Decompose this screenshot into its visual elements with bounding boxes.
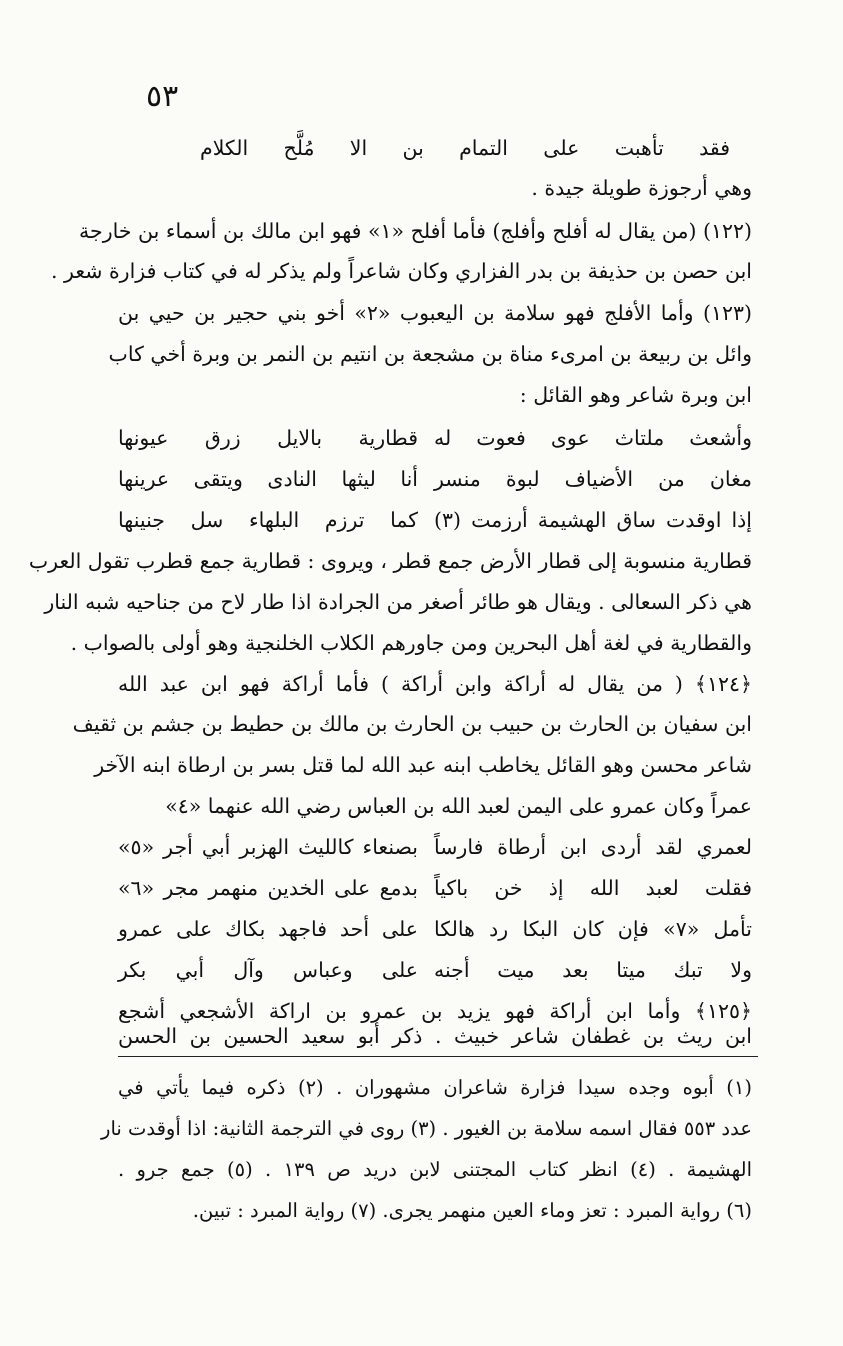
verse-first-hemistich: لعمري لقد أردى ابن أرطاة فارساً [434, 835, 752, 859]
verse-second-hemistich: كما ترزم البلهاء سل جنينها [118, 508, 418, 532]
verse-second-hemistich: بدمع على الخدين منهمر مجر «٦» [118, 876, 418, 900]
footnote-line: عدد ٥٥٣ فقال اسمه سلامة بن الغيور . (٣) روى في الترجمة الثانية: اذا أوقدت نار [101, 1117, 752, 1140]
verse-second-hemistich: أنا ليثها النادى ويتقى عرينها [118, 467, 418, 491]
text-line: ابن سفيان بن الحارث بن حبيب بن الحارث بن مالك بن حطيط بن جشم بن ثقيف [72, 712, 752, 736]
footnote-divider [118, 1056, 758, 1057]
footnote-line: (٦) رواية المبرد : تعز وماء العين منهمر يجرى. (٧) رواية المبرد : تبين. [192, 1199, 752, 1222]
text-line: ابن حصن بن حذيفة بن بدر الفزاري وكان شاعراً ولم يذكر له في كتاب فزارة شعر . [51, 259, 752, 283]
verse-second-hemistich: على أحد فاجهد بكاك على عمرو [118, 917, 418, 941]
text-line: وهي أرجوزة طويلة جيدة . [531, 176, 752, 200]
verse-first-hemistich: فقلت لعبد الله إذ خن باكياً [434, 876, 752, 900]
verse-first-hemistich: مغان من الأضياف لبوة منسر [434, 467, 752, 491]
verse-first-hemistich: ولا تبك ميتا بعد ميت أجنه [434, 958, 752, 982]
verse-first-hemistich: تأمل «٧» فإن كان البكا رد هالكا [434, 917, 752, 941]
text-line: شاعر محسن وهو القائل يخاطب ابنه عبد الله لما قتل بسر بن ارطاة ابنه الآخر [94, 753, 752, 777]
text-line: (١٢٣) وأما الأفلج فهو سلامة بن اليعبوب «٢» أخو بني حجير بن حيي بن [118, 301, 752, 325]
text-line: والقطارية في لغة أهل البحرين ومن جاورهم الكلاب الخلنجية وهو أولى بالصواب . [70, 631, 752, 655]
footnote-line: (١) أبوه وجده سيدا فزارة شاعران مشهوران . (٢) ذكره فيما يأتي في [118, 1076, 753, 1099]
text-line: هي ذكر السعالى . ويقال هو طائر أصغر من الجرادة اذا طار لاح من جناحيه شبه النار [44, 590, 752, 614]
text-line: ابن ريث بن غطفان شاعر خبيث . ذكر أبو سعيد الحسين بن الحسن [118, 1024, 752, 1048]
verse-second-hemistich: قطارية بالايل زرق عيونها [118, 426, 418, 450]
poem-verse [118, 827, 752, 867]
poem-verse [118, 459, 752, 499]
text-line: ﴿١٢٤﴾ ( من يقال له أراكة وابن أراكة ) فأما أراكة فهو ابن عبد الله [118, 672, 752, 696]
text-line: ابن وبرة شاعر وهو القائل : [519, 383, 752, 407]
poem-verse [118, 418, 752, 458]
text-line: ﴿١٢٥﴾ وأما ابن أراكة فهو يزيد بن عمرو بن اراكة الأشجعي أشجع [118, 999, 752, 1023]
poem-verse [118, 868, 752, 908]
text-line: قطارية منسوبة إلى قطار الأرض جمع قطر ، ويروى : قطارية جمع قطرب تقول العرب [28, 549, 752, 573]
text-line: (١٢٢) (من يقال له أفلح وأفلج) فأما أفلح «١» فهو ابن مالك بن أسماء بن خارجة [79, 219, 752, 243]
footnote-line: الهشيمة . (٤) انظر كتاب المجتنى لابن دريد ص ١٣٩ . (٥) جمع جرو . [118, 1158, 753, 1181]
poem-verse [118, 500, 752, 540]
text-line: عمراً وكان عمرو على اليمن لعبد الله بن العباس رضي الله عنهما «٤» [165, 794, 752, 818]
verse-first-hemistich: إذا اوقدت ساق الهشيمة أرزمت (٣) [434, 508, 752, 532]
text-line: وائل بن ربيعة بن امرىء مناة بن مشجعة بن انتيم بن النمر بن وبرة أخي كاب [108, 342, 752, 366]
poem-verse [118, 909, 752, 949]
verse-line: فقد تأهبت على التمام بن الا مُلَّح الكلام [200, 136, 730, 160]
verse-first-hemistich: وأشعث ملتاث عوى فعوت له [434, 426, 752, 450]
poem-verse [118, 950, 752, 990]
page-number: ٥٣ [146, 79, 179, 114]
verse-second-hemistich: بصنعاء كالليث الهزبر أبي أجر «٥» [118, 835, 418, 859]
verse-second-hemistich: على وعباس وآل أبي بكر [118, 958, 418, 982]
